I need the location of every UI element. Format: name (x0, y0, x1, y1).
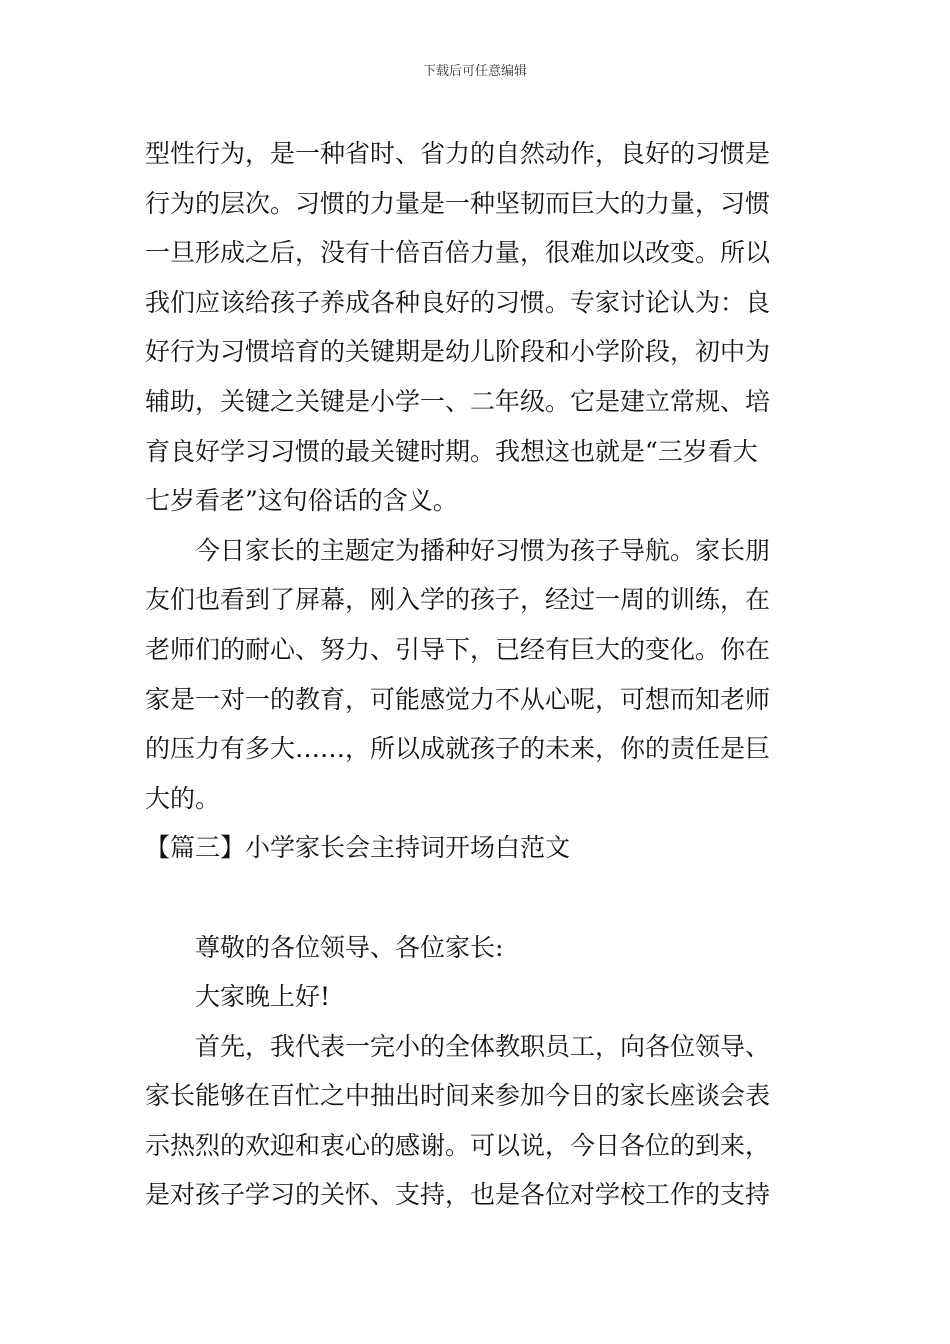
paragraph-line: 辅助，关键之关键是小学一、二年级。它是建立常规、培 (145, 386, 771, 416)
paragraph-line: 育良好学习习惯的最关键时期。我想这也就是“三岁看大 (145, 436, 758, 466)
paragraph-line: 友们也看到了屏幕，刚入学的孩子，经过一周的训练，在 (145, 585, 771, 615)
paragraph-line: 家长能够在百忙之中抽出时间来参加今日的家长座谈会表 (145, 1081, 771, 1111)
paragraph-line: 首先，我代表一完小的全体教职员工，向各位领导、 (195, 1031, 771, 1061)
paragraph-line: 型性行为，是一种省时、省力的自然动作，良好的习惯是 (145, 139, 771, 168)
section-heading: 【篇三】小学家长会主持词开场白范文 (145, 833, 571, 863)
document-body (145, 129, 809, 1220)
paragraph-line: 尊敬的各位领导、各位家长: (195, 932, 504, 962)
paragraph-line: 老师们的耐心、努力、引导下，已经有巨大的变化。你在 (145, 634, 771, 664)
paragraph-line: 大的。 (145, 783, 221, 813)
paragraph-line: 家是一对一的教育，可能感觉力不从心呢，可想而知老师 (145, 684, 771, 714)
page-header-note: 下载后可任意编辑 (422, 64, 527, 79)
paragraph-line: 大家晚上好! (195, 982, 331, 1012)
paragraph-line: 今日家长的主题定为播种好习惯为孩子导航。家长朋 (195, 535, 771, 565)
paragraph-line: 七岁看老”这句俗话的含义。 (145, 486, 458, 516)
paragraph-line: 行为的层次。习惯的力量是一种坚韧而巨大的力量，习惯 (145, 188, 771, 218)
paragraph-line: 的压力有多大……，所以成就孩子的未来，你的责任是巨 (145, 734, 771, 764)
blank-line (145, 873, 809, 923)
paragraph-line: 我们应该给孩子养成各种良好的习惯。专家讨论认为：良 (145, 287, 771, 317)
paragraph-line: 一旦形成之后，没有十倍百倍力量，很难加以改变。所以 (145, 238, 771, 268)
paragraph-line: 是对孩子学习的关怀、支持，也是各位对学校工作的支持 (145, 1180, 771, 1210)
paragraph-line: 示热烈的欢迎和衷心的感谢。可以说，今日各位的到来， (145, 1130, 771, 1160)
paragraph-line: 好行为习惯培育的关键期是幼儿阶段和小学阶段，初中为 (145, 337, 771, 367)
